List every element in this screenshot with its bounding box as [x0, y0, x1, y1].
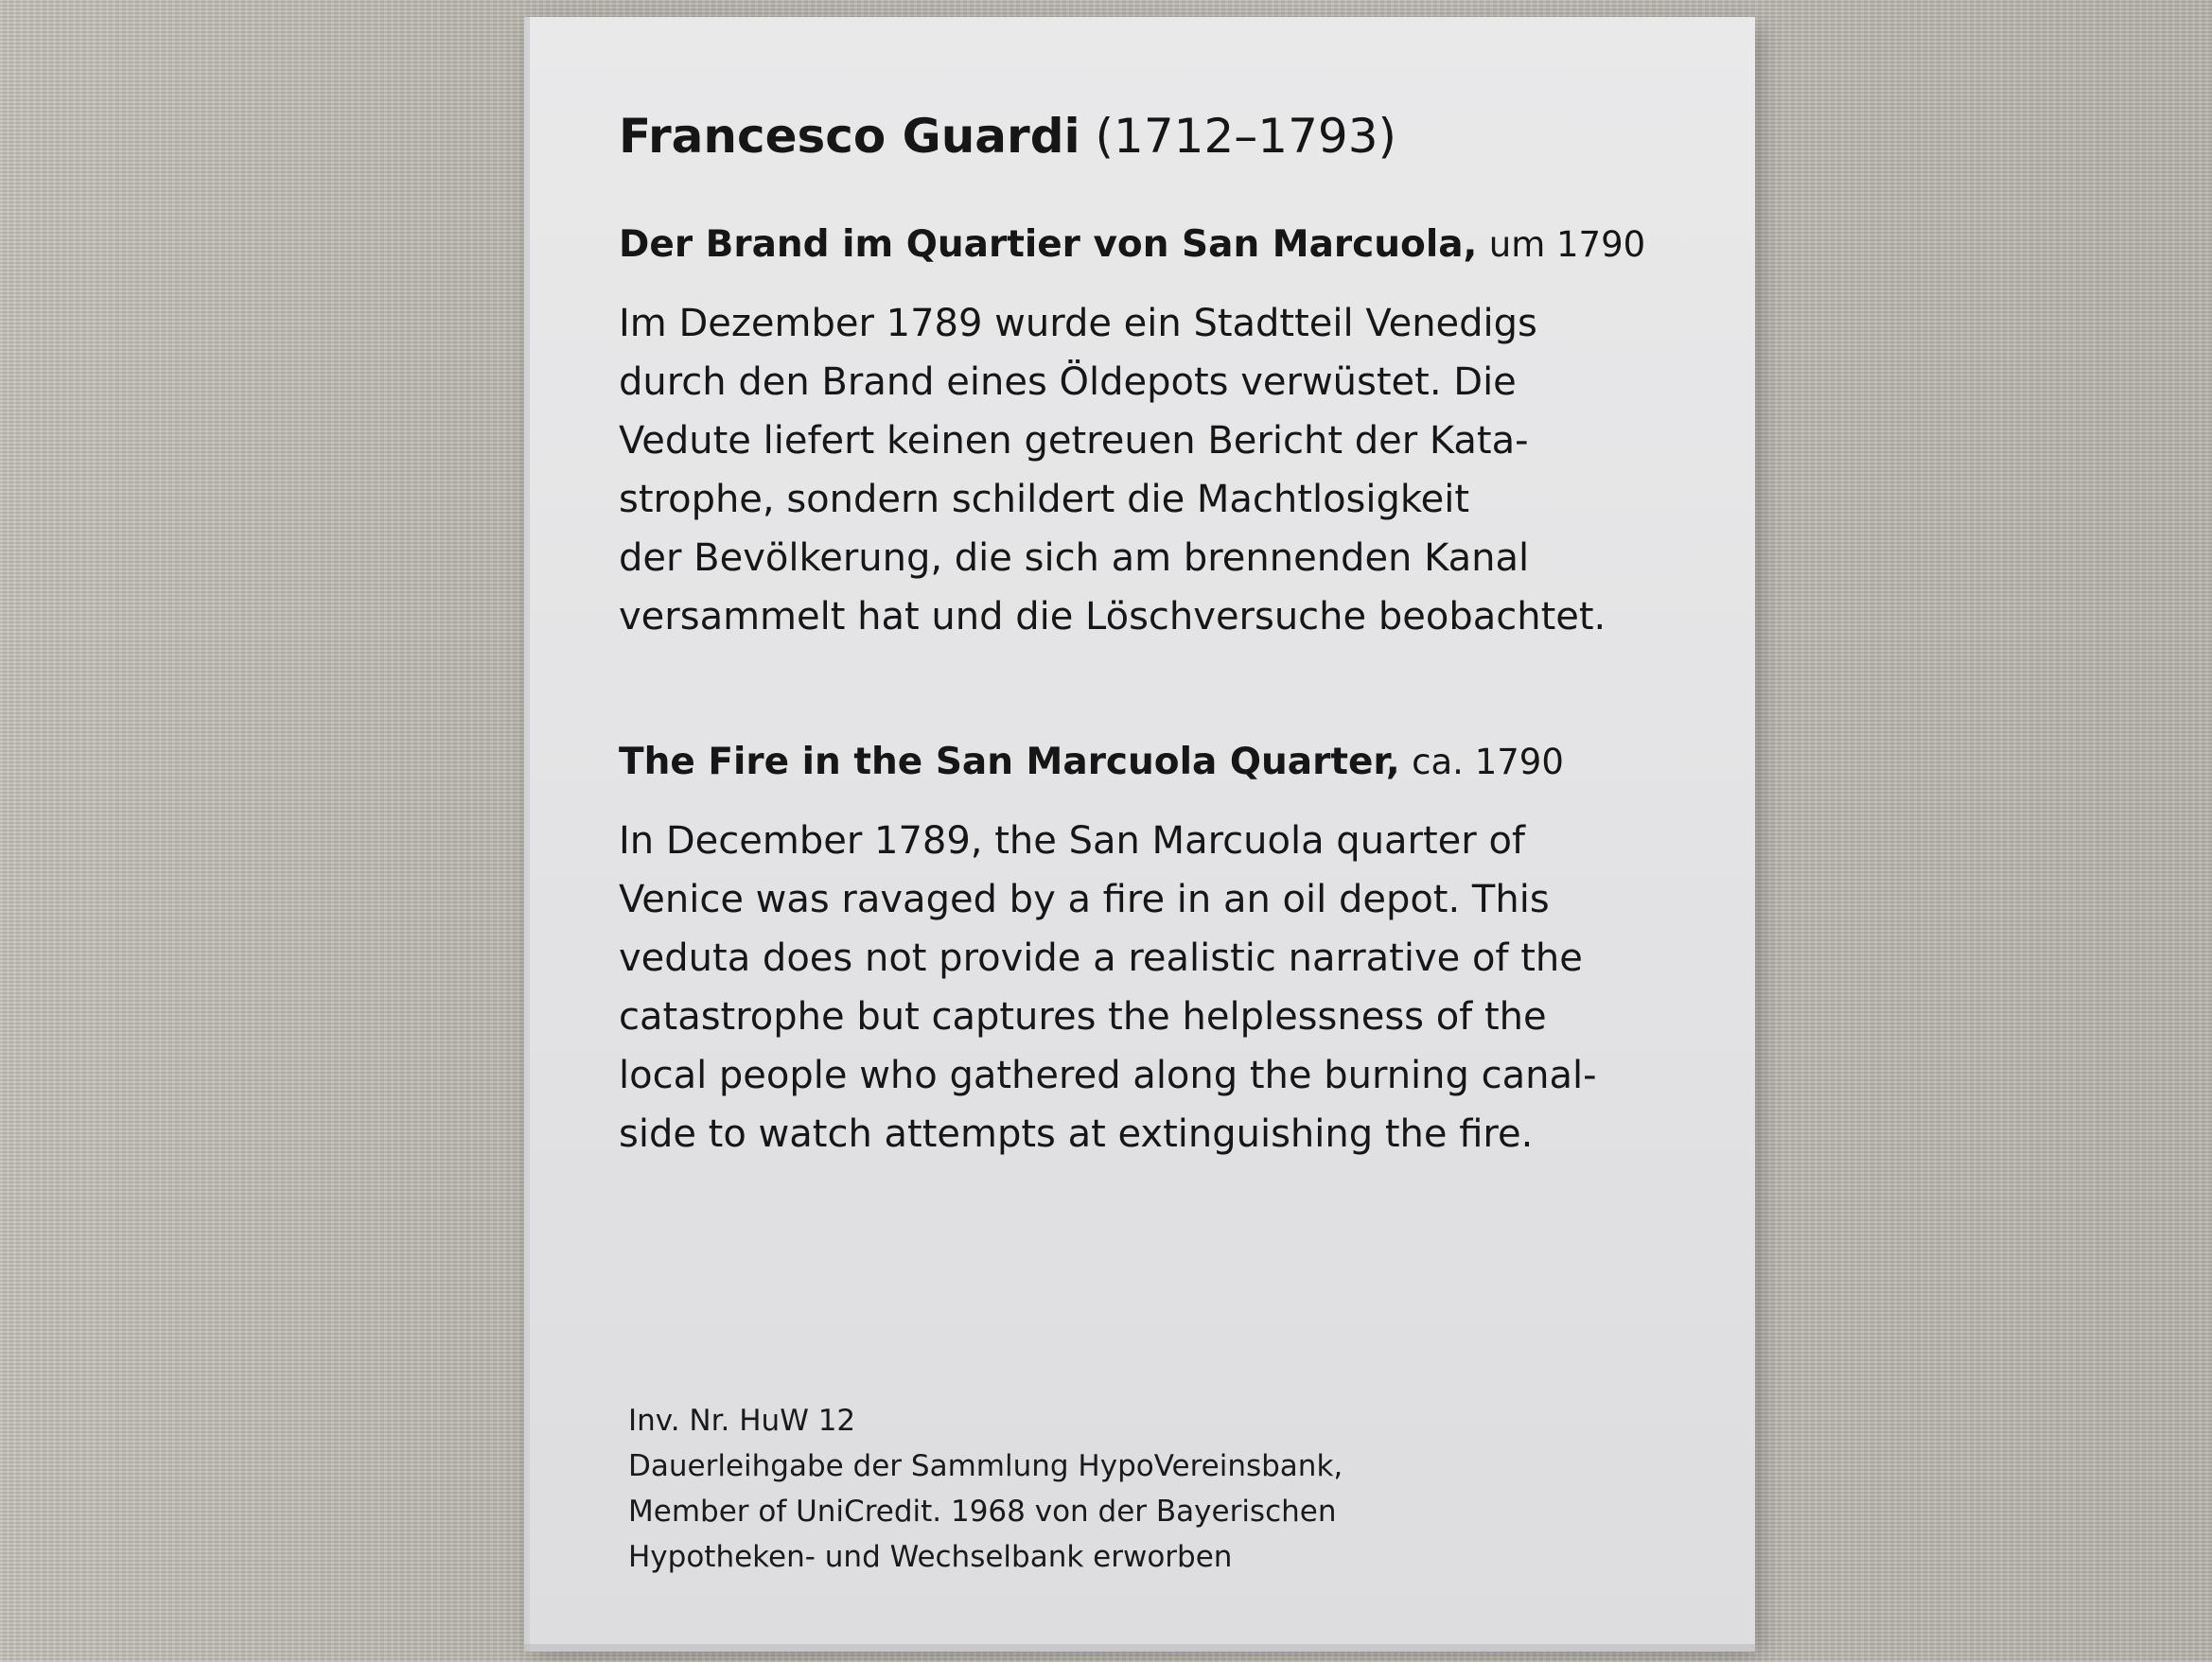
- provenance-footer: [628, 1398, 1343, 1580]
- german-description: [619, 294, 1688, 646]
- museum-label-placard: [530, 17, 1755, 1644]
- german-line: versammelt hat und die Löschversuche beobachtet.: [619, 594, 1606, 639]
- german-line: Im Dezember 1789 wurde ein Stadtteil Venedigs: [619, 301, 1537, 345]
- provenance-line: Hypotheken- und Wechselbank erworben: [628, 1540, 1233, 1574]
- german-line: der Bevölkerung, die sich am brennenden Kanal: [619, 535, 1530, 580]
- english-line: Venice was ravaged by a fire in an oil depot. This: [619, 877, 1550, 921]
- german-section: [619, 223, 1688, 646]
- artist-heading: [619, 108, 1688, 165]
- english-line: local people who gathered along the burning canal-: [619, 1053, 1597, 1097]
- provenance-line: Member of UniCredit. 1968 von der Bayerischen: [628, 1495, 1337, 1529]
- artist-dates: (1712–1793): [1095, 109, 1397, 164]
- english-description: [619, 812, 1688, 1163]
- german-line: durch den Brand eines Öldepots verwüstet. Die: [619, 359, 1517, 404]
- artist-name: Francesco Guardi: [619, 109, 1080, 164]
- english-line: In December 1789, the San Marcuola quarter of: [619, 818, 1526, 863]
- english-line: catastrophe but captures the helplessness of the: [619, 994, 1547, 1039]
- english-section: [619, 741, 1688, 1163]
- label-content: [619, 108, 1688, 1163]
- german-title: [619, 223, 1688, 268]
- german-date: um 1790: [1488, 224, 1646, 265]
- english-title: [619, 741, 1688, 785]
- english-date: ca. 1790: [1412, 741, 1564, 782]
- english-line: side to watch attempts at extinguishing the fire.: [619, 1111, 1534, 1156]
- german-line: strophe, sondern schildert die Machtlosigkeit: [619, 477, 1470, 521]
- german-title-text: Der Brand im Quartier von San Marcuola,: [619, 223, 1478, 266]
- provenance-line: Dauerleihgabe der Sammlung HypoVereinsbank,: [628, 1449, 1343, 1483]
- inventory-number: Inv. Nr. HuW 12: [628, 1404, 856, 1438]
- english-title-text: The Fire in the San Marcuola Quarter,: [619, 740, 1400, 783]
- english-line: veduta does not provide a realistic narrative of the: [619, 936, 1583, 980]
- german-line: Vedute liefert keinen getreuen Bericht der Kata-: [619, 418, 1529, 463]
